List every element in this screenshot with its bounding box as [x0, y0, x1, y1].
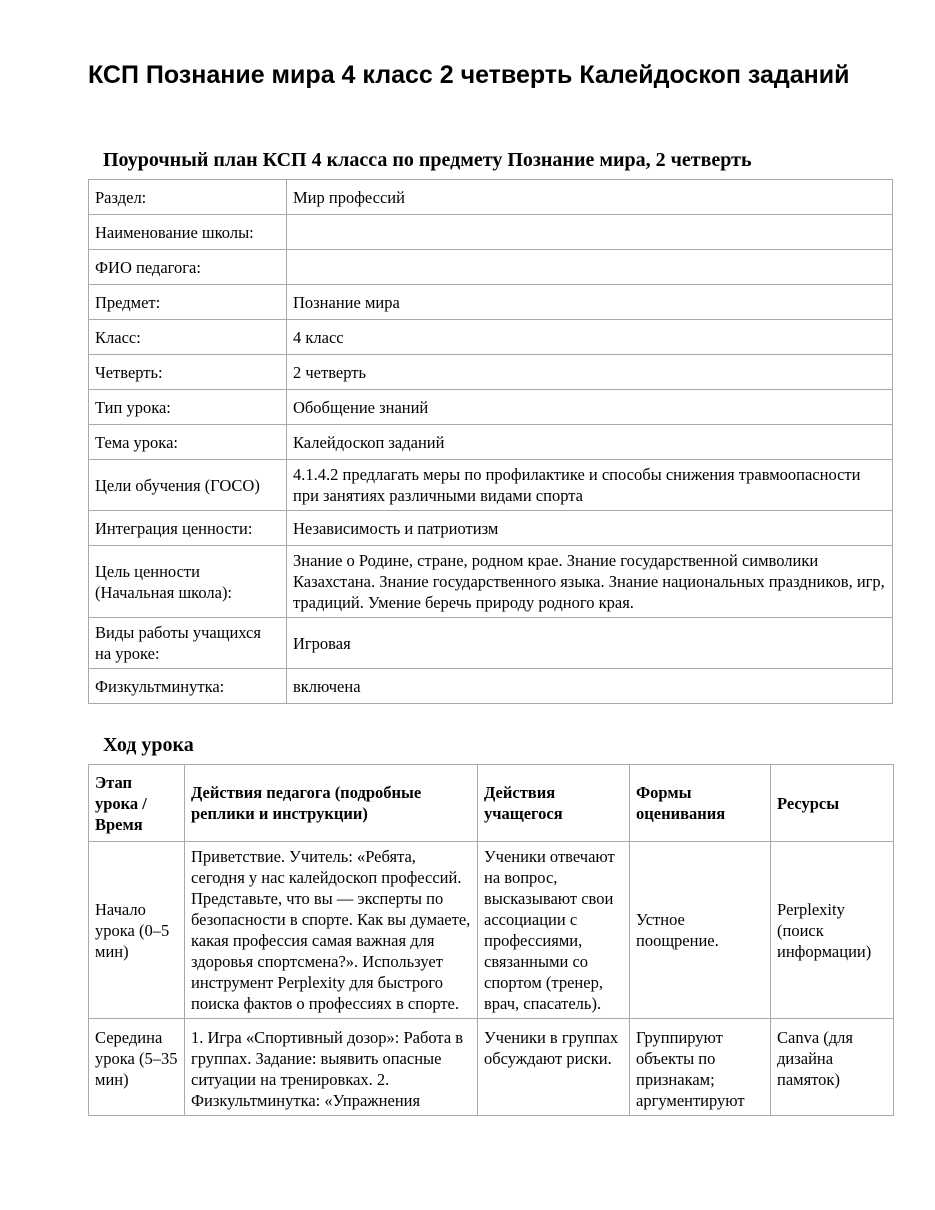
document-title: КСП Познание мира 4 класс 2 четверть Калейдоскоп заданий [88, 61, 850, 89]
info-value: Независимость и патриотизм [287, 511, 893, 546]
info-value: Познание мира [287, 285, 893, 320]
resources-cell: Perplexity (поиск информации) [771, 842, 894, 1019]
info-value: Обобщение знаний [287, 390, 893, 425]
lesson-header-row [89, 765, 894, 842]
info-key: Тема урока: [89, 425, 287, 460]
info-value: 2 четверть [287, 355, 893, 390]
assessment-cell: Группируют объекты по признакам; аргументируют [630, 1019, 771, 1116]
header-stage: Этап урока / Время [89, 765, 185, 842]
info-key: Тип урока: [89, 390, 287, 425]
info-value: включена [287, 669, 893, 704]
info-key: ФИО педагога: [89, 250, 287, 285]
info-row [89, 669, 893, 704]
info-value: Игровая [287, 618, 893, 669]
info-row [89, 390, 893, 425]
info-value: 4.1.4.2 предлагать меры по профилактике и способы снижения травмоопасности при занятиях различными видами спорта [287, 460, 893, 511]
info-key: Класс: [89, 320, 287, 355]
stage-cell: Начало урока (0–5 мин) [89, 842, 185, 1019]
resources-cell: Canva (для дизайна памяток) [771, 1019, 894, 1116]
info-row [89, 285, 893, 320]
info-value: 4 класс [287, 320, 893, 355]
assessment-cell: Устное поощрение. [630, 842, 771, 1019]
lesson-row-middle [89, 1019, 894, 1116]
info-key: Четверть: [89, 355, 287, 390]
info-row [89, 320, 893, 355]
info-row [89, 546, 893, 618]
students-cell: Ученики отвечают на вопрос, высказывают свои ассоциации с профессиями, связанными со спортом (тренер, врач, спасатель). [478, 842, 630, 1019]
info-value: Калейдоскоп заданий [287, 425, 893, 460]
info-row [89, 511, 893, 546]
info-value [287, 250, 893, 285]
teacher-cell: Приветствие. Учитель: «Ребята, сегодня у нас калейдоскоп профессий. Представьте, что вы — эксперты по безопасности в спорте. Как вы думаете, какая профессия самая важная для здоровья спортсмена?». Использует инструмент Perplexity для быстрого поиска фактов о профессиях в спорте. [185, 842, 478, 1019]
stage-cell: Середина урока (5–35 мин) [89, 1019, 185, 1116]
students-cell: Ученики в группах обсуждают риски. [478, 1019, 630, 1116]
header-students: Действия учащегося [478, 765, 630, 842]
info-row [89, 355, 893, 390]
info-key: Цель ценности (Начальная школа): [89, 546, 287, 618]
info-key: Физкультминутка: [89, 669, 287, 704]
teacher-cell: 1. Игра «Спортивный дозор»: Работа в группах. Задание: выявить опасные ситуации на тренировках. 2. Физкультминутка: «Упражнения [185, 1019, 478, 1116]
info-row [89, 215, 893, 250]
info-row [89, 460, 893, 511]
info-key: Виды работы учащихся на уроке: [89, 618, 287, 669]
info-key: Предмет: [89, 285, 287, 320]
info-row [89, 618, 893, 669]
info-key: Раздел: [89, 180, 287, 215]
info-row [89, 180, 893, 215]
lesson-table [88, 764, 894, 1116]
info-row [89, 250, 893, 285]
info-value [287, 215, 893, 250]
info-table [88, 179, 893, 704]
lesson-row-start [89, 842, 894, 1019]
info-key: Наименование школы: [89, 215, 287, 250]
header-teacher: Действия педагога (подробные реплики и инструкции) [185, 765, 478, 842]
lesson-heading: Ход урока [103, 734, 194, 756]
header-resources: Ресурсы [771, 765, 894, 842]
info-row [89, 425, 893, 460]
info-key: Цели обучения (ГОСО) [89, 460, 287, 511]
plan-heading: Поурочный план КСП 4 класса по предмету Познание мира, 2 четверть [103, 149, 752, 171]
info-value: Мир профессий [287, 180, 893, 215]
info-value: Знание о Родине, стране, родном крае. Знание государственной символики Казахстана. Знание государственного языка. Знание национальных праздников, игр, традиций. Умение беречь природу родного края. [287, 546, 893, 618]
header-assessment: Формы оценивания [630, 765, 771, 842]
info-key: Интеграция ценности: [89, 511, 287, 546]
